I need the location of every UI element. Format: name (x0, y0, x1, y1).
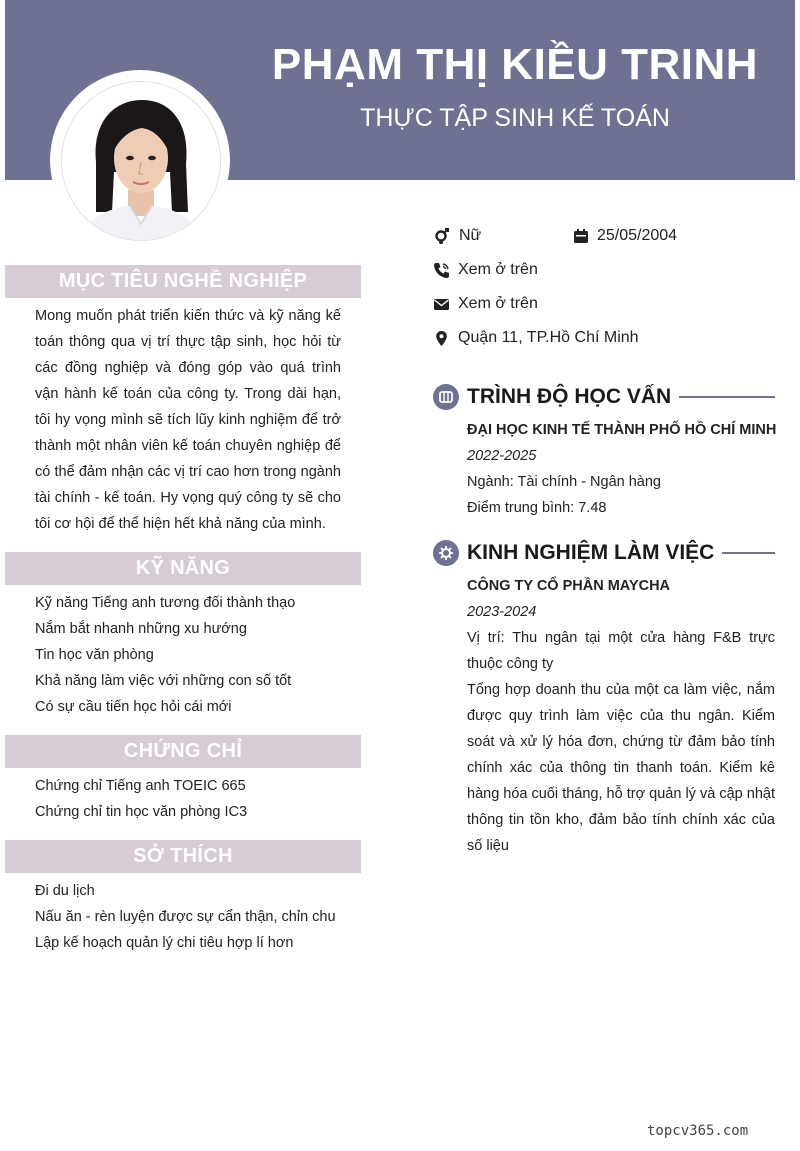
skill-item: Có sự cầu tiến học hỏi cái mới (35, 699, 232, 715)
experience-description: Tổng hợp doanh thu của một ca làm việc, nắm được quy trình làm việc của thu ngân. Kiểm soát và xử lý hóa đơn, chứng từ đảm bảo tính chính xác của thông tin thanh toán. Kiểm kê hàng hóa cuối tháng, hỗ trợ quản lý và cập nhật thông tin tồn kho, đảm bảo tính chính xác của số liệu (467, 682, 775, 854)
email-icon (433, 297, 450, 312)
experience-icon (433, 540, 459, 566)
hobby-item: Lập kế hoạch quản lý chi tiêu hợp lí hơn (35, 935, 294, 951)
experience-heading (433, 538, 775, 568)
education-icon (433, 384, 459, 410)
location-icon (433, 330, 450, 347)
objective-heading: MỤC TIÊU NGHỀ NGHIỆP (5, 265, 361, 298)
certificates-list (35, 773, 341, 825)
profile-photo (61, 81, 221, 241)
watermark: topcv365.com (647, 1123, 749, 1139)
gender-icon (433, 227, 451, 245)
birthday-row (573, 225, 677, 247)
experience-divider (722, 552, 775, 554)
education-heading (433, 382, 775, 412)
phone-value: Xem ở trên (458, 261, 538, 278)
certificates-heading: CHỨNG CHỈ (5, 735, 361, 768)
gender-value: Nữ (459, 227, 482, 244)
certificate-item: Chứng chỉ tin học văn phòng IC3 (35, 804, 248, 820)
avatar (50, 70, 230, 250)
education-gpa: Điểm trung bình: 7.48 (467, 500, 607, 516)
education-entry (467, 417, 775, 521)
experience-title: KINH NGHIỆM LÀM VIỆC (467, 541, 715, 564)
skill-item: Tin học văn phòng (35, 647, 154, 663)
experience-position: Vị trí: Thu ngân tại một cửa hàng F&B trực thuộc công ty (467, 630, 775, 672)
company-name: CÔNG TY CỔ PHẦN MAYCHA (467, 578, 671, 594)
hobbies-list (35, 878, 341, 956)
skill-item: Khả năng làm việc với những con số tốt (35, 673, 292, 689)
experience-entry (467, 573, 775, 859)
candidate-name: PHẠM THỊ KIỀU TRINH (271, 40, 759, 89)
phone-row (433, 259, 538, 281)
hobby-item: Đi du lịch (35, 883, 95, 899)
certificate-item: Chứng chỉ Tiếng anh TOEIC 665 (35, 778, 246, 794)
email-row (433, 293, 538, 315)
address-row (433, 327, 639, 349)
education-major: Ngành: Tài chính - Ngân hàng (467, 474, 662, 490)
experience-period: 2023-2024 (467, 604, 537, 620)
skill-item: Kỹ năng Tiếng anh tương đối thành thạo (35, 595, 296, 611)
education-period: 2022-2025 (467, 448, 537, 464)
hobby-item: Nấu ăn - rèn luyện được sự cẩn thận, chỉn chu (35, 909, 336, 925)
birthday-value: 25/05/2004 (597, 227, 678, 244)
phone-icon (433, 262, 450, 279)
hobbies-heading: SỞ THÍCH (5, 840, 361, 873)
skill-item: Nắm bắt nhanh những xu hướng (35, 621, 247, 637)
email-value: Xem ở trên (458, 295, 538, 312)
address-value: Quận 11, TP.Hồ Chí Minh (458, 329, 639, 346)
calendar-icon (573, 228, 589, 244)
gender-row (433, 225, 481, 247)
school-name: ĐẠI HỌC KINH TẾ THÀNH PHỐ HỒ CHÍ MINH (467, 422, 777, 438)
skills-heading: KỸ NĂNG (5, 552, 361, 585)
objective-text: Mong muốn phát triển kiến thức và kỹ năng kế toán thông qua vị trí thực tập sinh, học hỏi từ các đồng nghiệp và đóng góp vào quá trình vận hành kế toán của công ty. Trong dài hạn, tôi hy vọng mình sẽ tích lũy kinh nghiệm để trở thành một nhân viên kế toán chuyên nghiệp để có thể đảm nhận các vị trí cao hơn trong ngành tài chính - kế toán. Hy vọng quý công ty sẽ cho tôi cơ hội để thể hiện hết khả năng của mình. (35, 308, 341, 532)
education-title: TRÌNH ĐỘ HỌC VẤN (467, 385, 672, 408)
job-title: THỰC TẬP SINH KẾ TOÁN (360, 104, 670, 132)
education-divider (679, 396, 775, 398)
skills-list (35, 590, 341, 720)
